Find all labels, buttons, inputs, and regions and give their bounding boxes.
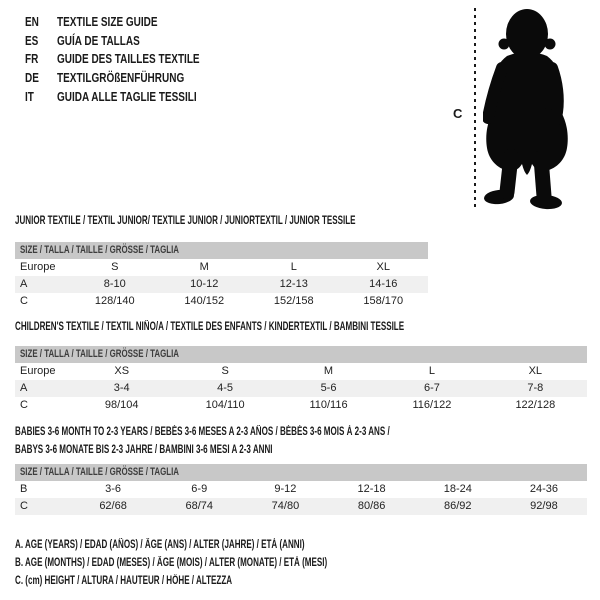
table-cell: 86/92 xyxy=(444,500,472,512)
section-title: BABIES 3-6 MONTH TO 2-3 YEARS / BEBÉS 3-6 MESES A 2-3 AÑOS / BÉBÉS 3-6 MOIS À 2-3 ANS / BABYS 3-6 MONATE BIS 2-3 JAHRE / BAMBINI 3-6 MESI A 2-3 ANNI xyxy=(15,426,390,456)
size-table xyxy=(15,464,587,515)
language-code: ES xyxy=(25,33,39,48)
table-size-header-text: SIZE / TALLA / TAILLE / GRÖSSE / TAGLIA xyxy=(20,466,179,478)
table-size-header xyxy=(15,464,587,481)
table-cell: 128/140 xyxy=(94,295,135,307)
measure-note: A. AGE (YEARS) / EDAD (AÑOS) / ÂGE (ANS) / ALTER (JAHRE) / ETÀ (ANNI) xyxy=(15,539,305,551)
row-label: C xyxy=(20,399,28,411)
table-row xyxy=(15,363,587,380)
table-cell: 6-9 xyxy=(191,483,208,495)
table-cell: S xyxy=(111,261,119,273)
table-cell: 24-36 xyxy=(529,483,559,495)
table-cell: 110/116 xyxy=(309,399,348,411)
table-row xyxy=(15,276,428,293)
baby-silhouette-icon xyxy=(483,4,598,210)
measure-note: C. (cm) HEIGHT / ALTURA / HAUTEUR / HÖHE / ALTEZZA xyxy=(15,575,233,587)
table-cell: 116/122 xyxy=(412,399,452,411)
table-row xyxy=(15,259,428,276)
table-cell: 3-6 xyxy=(105,483,122,495)
table-cell: 5-6 xyxy=(320,382,337,394)
language-title: TEXTILGRÖßENFÜHRUNG xyxy=(57,71,185,86)
size-section xyxy=(15,424,587,515)
table-cell: 6-7 xyxy=(423,382,440,394)
row-label: A xyxy=(20,382,28,394)
language-row xyxy=(25,69,200,88)
measure-note: B. AGE (MONTHS) / EDAD (MESES) / ÂGE (MOIS) / ALTER (MONATE) / ETÀ (MESI) xyxy=(15,557,328,569)
table-cell: 12-13 xyxy=(279,278,308,290)
row-label: C xyxy=(20,500,28,512)
size-table xyxy=(15,242,428,310)
table-row xyxy=(15,498,587,515)
language-code: DE xyxy=(25,71,39,86)
table-row xyxy=(15,397,587,414)
table-cell: 152/158 xyxy=(273,295,314,307)
table-size-header-text: SIZE / TALLA / TAILLE / GRÖSSE / TAGLIA xyxy=(20,348,179,360)
language-code: EN xyxy=(25,15,39,30)
table-row xyxy=(15,293,428,310)
table-cell: L xyxy=(428,365,435,377)
table-cell: XS xyxy=(114,365,130,377)
table-size-header xyxy=(15,346,587,363)
table-cell: 122/128 xyxy=(515,399,556,411)
language-title: TEXTILE SIZE GUIDE xyxy=(57,15,158,30)
language-code: FR xyxy=(25,52,39,67)
size-section xyxy=(15,321,587,414)
table-cell: 4-5 xyxy=(217,382,234,394)
height-measure-line xyxy=(474,8,476,210)
language-row xyxy=(25,32,200,51)
table-size-header xyxy=(15,242,428,259)
table-cell: 62/68 xyxy=(99,500,127,512)
table-cell: XL xyxy=(376,261,390,273)
row-label: Europe xyxy=(20,261,56,273)
measure-notes xyxy=(15,536,461,590)
row-label: A xyxy=(20,278,28,290)
table-cell: 14-16 xyxy=(369,278,398,290)
table-cell: 7-8 xyxy=(527,382,544,394)
row-label: C xyxy=(20,295,28,307)
table-row xyxy=(15,481,587,498)
table-cell: 104/110 xyxy=(205,399,245,411)
table-cell: M xyxy=(323,365,334,377)
table-cell: 98/104 xyxy=(104,399,139,411)
language-title: GUIDA ALLE TAGLIE TESSILI xyxy=(57,89,197,104)
table-row xyxy=(15,380,587,397)
language-title: GUIDE DES TAILLES TEXTILE xyxy=(57,52,200,67)
language-title: GUÍA DE TALLAS xyxy=(57,33,140,48)
table-size-header-text: SIZE / TALLA / TAILLE / GRÖSSE / TAGLIA xyxy=(20,244,179,256)
table-cell: 9-12 xyxy=(274,483,297,495)
table-cell: 92/98 xyxy=(530,500,558,512)
table-cell: 74/80 xyxy=(271,500,300,512)
size-table xyxy=(15,346,587,414)
table-cell: 158/170 xyxy=(363,295,404,307)
language-code: IT xyxy=(25,89,34,104)
table-cell: 10-12 xyxy=(190,278,219,290)
table-cell: 8-10 xyxy=(103,278,126,290)
table-cell: XL xyxy=(528,365,543,377)
table-cell: 18-24 xyxy=(443,483,472,495)
table-cell: 68/74 xyxy=(185,500,214,512)
language-row xyxy=(25,50,200,69)
section-title: JUNIOR TEXTILE / TEXTIL JUNIOR/ TEXTILE JUNIOR / JUNIORTEXTIL / JUNIOR TESSILE xyxy=(15,215,356,227)
language-row xyxy=(25,87,200,106)
table-cell: 3-4 xyxy=(113,382,130,394)
row-label: Europe xyxy=(20,365,56,377)
table-cell: 80/86 xyxy=(357,500,386,512)
section-title: CHILDREN'S TEXTILE / TEXTIL NIÑO/A / TEXTILE DES ENFANTS / KINDERTEXTIL / BAMBINI TESSILE xyxy=(15,321,405,333)
size-section xyxy=(15,215,501,310)
table-cell: M xyxy=(199,261,209,273)
table-cell: 140/152 xyxy=(184,295,225,307)
table-cell: L xyxy=(290,261,297,273)
table-cell: 12-18 xyxy=(357,483,386,495)
row-label: B xyxy=(20,483,28,495)
table-cell: S xyxy=(221,365,229,377)
language-row xyxy=(25,13,200,32)
height-measure-label: C xyxy=(453,106,463,121)
language-list xyxy=(25,13,243,106)
